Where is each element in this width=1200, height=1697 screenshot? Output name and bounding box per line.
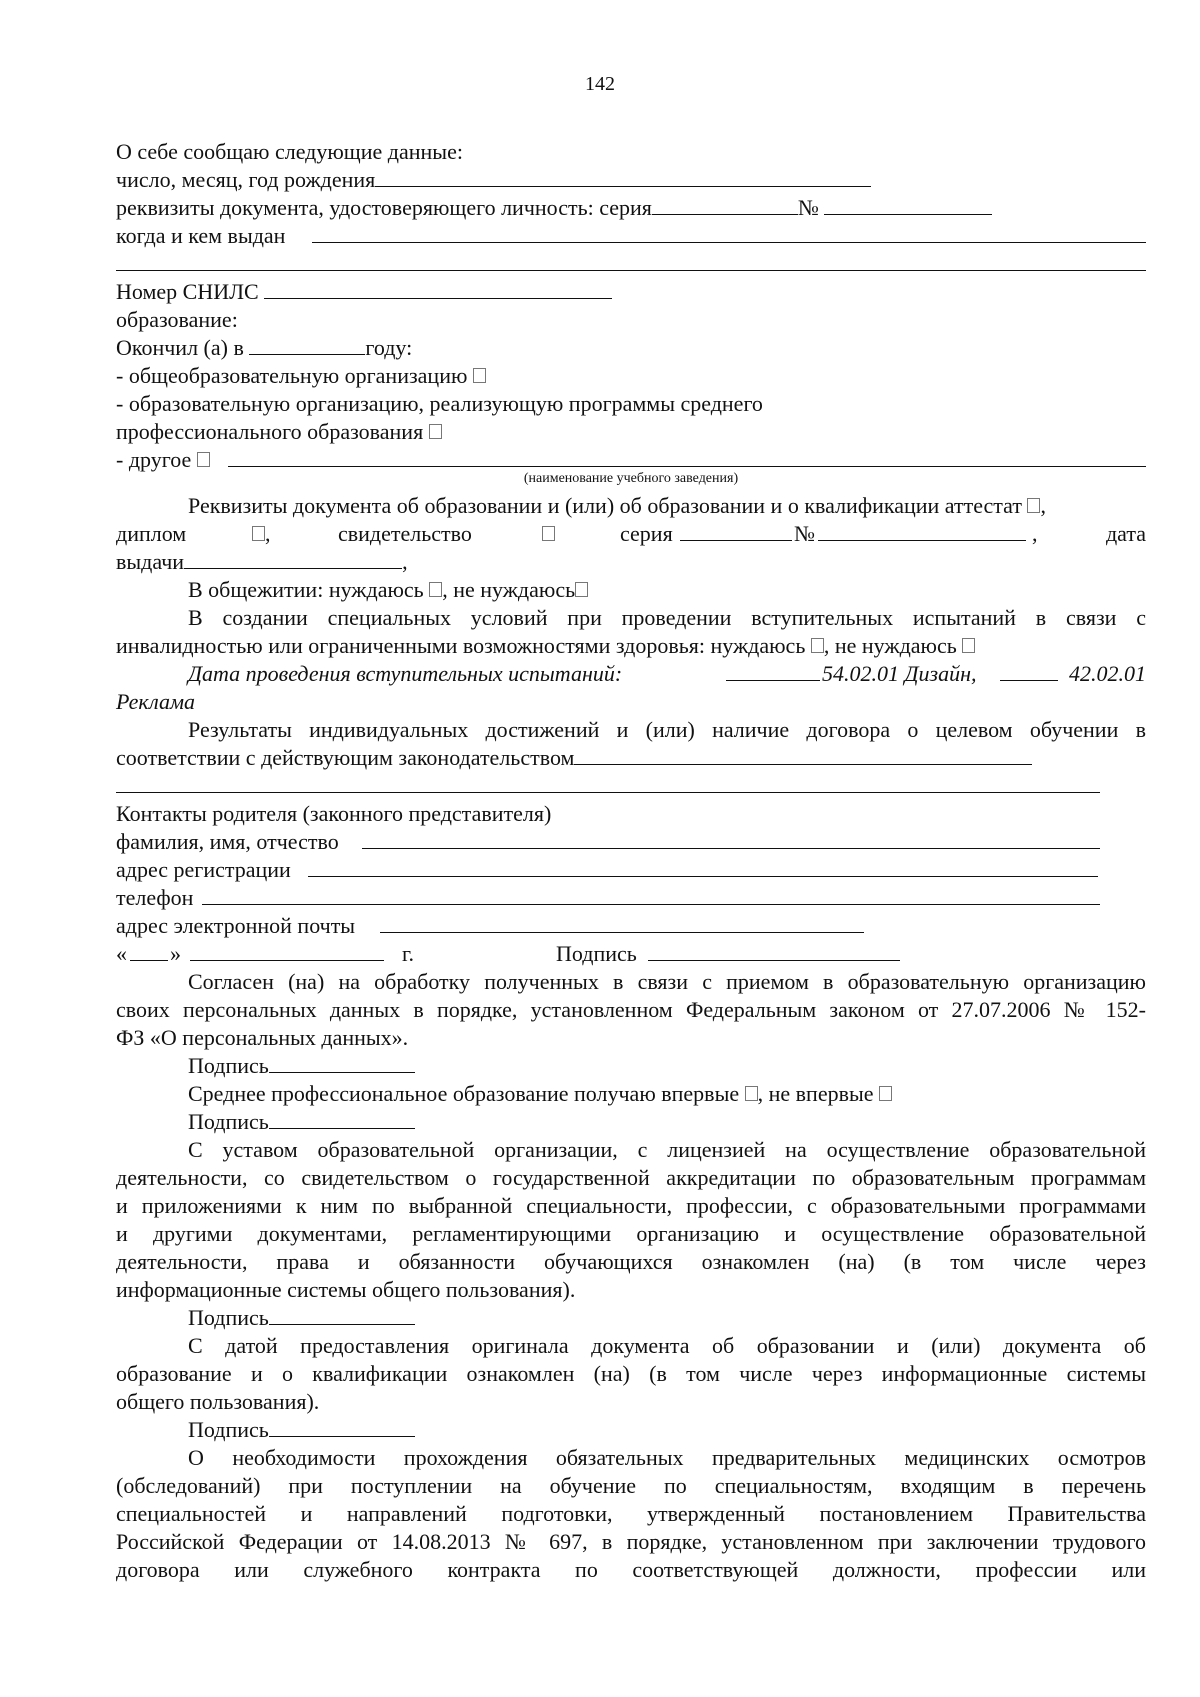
vocational-education-checkbox[interactable]: [429, 424, 442, 439]
dormitory-need-label: В общежитии: нуждаюсь: [188, 577, 424, 602]
other-education-checkbox[interactable]: [197, 452, 210, 467]
consent-row-3: [116, 1024, 1146, 1052]
charter-row-2: [116, 1164, 1146, 1192]
issue-date-field[interactable]: [184, 548, 402, 569]
exam-date-design-field[interactable]: [726, 680, 820, 681]
quote-open: «: [116, 941, 127, 966]
original-doc-text-2: образование и о квалификации ознакомлен (на) (в том числе через информационные системы: [116, 1361, 1146, 1386]
charter-text-1: С уставом образовательной организации, с лицензией на осуществление образовательной: [188, 1137, 1146, 1162]
other-education-row: [116, 446, 1146, 474]
vocational-education-row: [116, 390, 1146, 418]
id-series-label: реквизиты документа, удостоверяющего личность: серия: [116, 195, 652, 220]
parent-phone-row: [116, 884, 1146, 912]
parent-email-label: адрес электронной почты: [116, 913, 356, 938]
achievements-continuation-field[interactable]: [116, 792, 1100, 793]
charter-text-4: и другими документами, регламентирующими организацию и осуществление образовательной: [116, 1221, 1146, 1246]
edu-series-field[interactable]: [680, 540, 792, 541]
diploma-checkbox[interactable]: [252, 526, 265, 541]
first-time-signature-field[interactable]: [269, 1108, 415, 1129]
intro-line: [116, 138, 1146, 166]
exam-dates-label: Дата проведения вступительных испытаний:: [188, 661, 623, 686]
special-conditions-need-label: инвалидностью или ограниченными возможностями здоровья: нуждаюсь: [116, 633, 806, 658]
first-time-checkbox[interactable]: [745, 1086, 758, 1101]
parent-address-row: [116, 856, 1146, 884]
application-form: [116, 138, 1146, 1584]
edu-number-label: №: [794, 521, 815, 546]
original-doc-signature-row: [116, 1416, 1146, 1444]
date-signature-row: [116, 940, 1146, 968]
parent-name-field[interactable]: [362, 848, 1100, 849]
original-doc-row-3: [116, 1388, 1146, 1416]
edu-series-label: серия: [620, 521, 673, 546]
first-time-education-row: [116, 1080, 1146, 1108]
medical-row-3: [116, 1500, 1146, 1528]
other-education-field[interactable]: [228, 466, 1146, 467]
not-first-time-label: , не впервые: [757, 1081, 874, 1106]
first-time-signature-label: Подпись: [188, 1109, 269, 1134]
exam-design-label: 54.02.01 Дизайн,: [822, 661, 977, 686]
signature-label: Подпись: [556, 941, 637, 966]
original-doc-row: [116, 1332, 1146, 1360]
issue-date-label: дата: [1105, 521, 1146, 546]
graduation-year-row: [116, 334, 1146, 362]
first-time-label: Среднее профессиональное образование получаю впервые: [188, 1081, 740, 1106]
charter-signature-row: [116, 1304, 1146, 1332]
exam-date-advertising-field[interactable]: [1000, 680, 1058, 681]
parent-name-row: [116, 828, 1146, 856]
consent-text-3: ФЗ «О персональных данных».: [116, 1025, 409, 1050]
birth-date-label: число, месяц, год рождения: [116, 167, 376, 192]
dormitory-need-checkbox[interactable]: [429, 582, 442, 597]
achievements-label: соответствии с действующим законодательством: [116, 745, 575, 770]
not-first-time-checkbox[interactable]: [879, 1086, 892, 1101]
charter-row-4: [116, 1220, 1146, 1248]
original-doc-signature-field[interactable]: [269, 1416, 415, 1437]
medical-row-5: [116, 1556, 1146, 1584]
edu-doc-type-row: диплом , свидетельство серия № , дата: [116, 521, 1146, 546]
parent-email-field[interactable]: [380, 932, 864, 933]
medical-text-2: (обследований) при поступлении на обучение по специальностям, входящим в перечень: [116, 1473, 1146, 1498]
certificate-checkbox[interactable]: [542, 526, 555, 541]
issued-by-field[interactable]: [312, 242, 1146, 243]
month-year-field[interactable]: [190, 960, 384, 961]
consent-row-2: [116, 996, 1146, 1024]
parent-email-row: [116, 912, 1146, 940]
snils-row: [116, 278, 1146, 306]
vocational-education-label-2: профессионального образования: [116, 419, 424, 444]
medical-text-1: О необходимости прохождения обязательных предварительных медицинских осмотров: [188, 1445, 1146, 1470]
vocational-education-label: - образовательную организацию, реализующую программы среднего: [116, 391, 763, 416]
original-doc-row-2: [116, 1360, 1146, 1388]
charter-row-6: [116, 1276, 1146, 1304]
id-document-row: [116, 194, 1146, 222]
medical-text-5: договора или служебного контракта по соответствующей должности, профессии или: [116, 1557, 1146, 1582]
id-number-label: №: [797, 195, 819, 220]
certificate-label: свидетельство: [338, 521, 472, 546]
medical-text-4: Российской Федерации от 14.08.2013 № 697, в порядке, установленном при заключении трудового: [116, 1529, 1146, 1554]
dormitory-no-need-checkbox[interactable]: [575, 582, 588, 597]
medical-row-2: [116, 1472, 1146, 1500]
edu-number-field[interactable]: [818, 540, 1026, 541]
charter-row-3: [116, 1192, 1146, 1220]
medical-text-3: специальностей и направлений подготовки, утвержденный постановлением Правительства: [116, 1501, 1146, 1526]
parent-phone-label: телефон: [116, 885, 194, 910]
charter-text-6: информационные системы общего пользования).: [116, 1277, 576, 1302]
birth-date-row: [116, 166, 1146, 194]
other-education-label: - другое: [116, 447, 192, 472]
special-conditions-row: [116, 604, 1146, 632]
charter-row: [116, 1136, 1146, 1164]
diploma-label: диплом: [116, 521, 187, 546]
dormitory-no-need-label: , не нуждаюсь: [442, 577, 576, 602]
snils-label: Номер СНИЛС: [116, 279, 259, 304]
charter-text-2: деятельности, со свидетельством о государственной аккредитации по образовательным программам: [116, 1165, 1146, 1190]
consent-row: [116, 968, 1146, 996]
original-doc-text-3: общего пользования).: [116, 1389, 320, 1414]
signature-field[interactable]: [648, 960, 900, 961]
general-education-row: [116, 362, 1146, 390]
charter-signature-label: Подпись: [188, 1305, 269, 1330]
achievements-row-2: [116, 744, 1146, 772]
issued-by-continuation-row: [116, 250, 1146, 278]
issued-by-continuation-field[interactable]: [116, 270, 1146, 271]
medical-row-4: [116, 1528, 1146, 1556]
special-conditions-text: В создании специальных условий при проведении вступительных испытаний в связи с: [188, 605, 1146, 630]
consent-signature-field[interactable]: [269, 1052, 415, 1073]
education-heading-row: [116, 306, 1146, 334]
consent-signature-label: Подпись: [188, 1053, 269, 1078]
special-conditions-no-need-label: , не нуждаюсь: [823, 633, 957, 658]
exam-dates-row-2: [116, 688, 1146, 716]
year-label: году:: [365, 335, 413, 360]
consent-text-2: своих персональных данных в порядке, установленном Федеральным законом от 27.07.2006 № 152-: [116, 997, 1146, 1022]
dormitory-row: [116, 576, 1146, 604]
general-education-label: - общеобразовательную организацию: [116, 363, 468, 388]
institution-hint-row: [116, 471, 1146, 492]
parent-name-label: фамилия, имя, отчество: [116, 829, 339, 854]
day-field[interactable]: [130, 960, 168, 961]
charter-signature-field[interactable]: [269, 1304, 415, 1325]
graduation-year-field[interactable]: [249, 334, 365, 355]
consent-text-1: Согласен (на) на обработку полученных в связи с приемом в образовательную организацию: [188, 969, 1146, 994]
consent-signature-row: [116, 1052, 1146, 1080]
parent-address-field[interactable]: [308, 876, 1098, 877]
intro-text: О себе сообщаю следующие данные:: [116, 139, 463, 164]
charter-row-5: [116, 1248, 1146, 1276]
vocational-education-row-2: [116, 418, 1146, 446]
edu-doc-label: Реквизиты документа об образовании и (или) об образовании и о квалификации аттестат: [188, 493, 1022, 518]
birth-date-field[interactable]: [375, 166, 871, 187]
issued-by-row: [116, 222, 1146, 250]
page-number: 142: [585, 73, 615, 95]
special-conditions-row-2: [116, 632, 1146, 660]
quote-close: »: [170, 941, 181, 966]
exam-advertising-label: Реклама: [116, 689, 196, 714]
general-education-checkbox[interactable]: [473, 368, 486, 383]
parent-address-label: адрес регистрации: [116, 857, 291, 882]
parent-contacts-label: Контакты родителя (законного представителя): [116, 801, 552, 826]
issue-date-row: выдачи ,: [116, 549, 408, 574]
charter-text-5: деятельности, права и обязанности обучающихся ознакомлен (на) (в том числе через: [116, 1249, 1146, 1274]
achievements-field[interactable]: [574, 744, 1032, 765]
special-conditions-no-need-checkbox[interactable]: [962, 638, 975, 653]
edu-doc-row: Реквизиты документа об образовании и (или) об образовании и о квалификации аттестат ,: [188, 493, 1046, 518]
achievements-row: [116, 716, 1146, 744]
parent-phone-field[interactable]: [202, 904, 1100, 905]
achievements-continuation-row: [116, 772, 1146, 800]
parent-contacts-row: [116, 800, 1146, 828]
snils-field[interactable]: [264, 278, 612, 299]
medical-row: [116, 1444, 1146, 1472]
original-doc-text-1: С датой предоставления оригинала документа об образовании и (или) документа об: [188, 1333, 1146, 1358]
institution-name-hint: (наименование учебного заведения): [523, 471, 739, 486]
graduated-label: Окончил (а) в: [116, 335, 244, 360]
special-conditions-need-checkbox[interactable]: [811, 638, 824, 653]
year-suffix: г.: [402, 941, 415, 966]
education-label: образование:: [116, 307, 238, 332]
exam-dates-row: [116, 660, 1146, 688]
first-time-signature-row: [116, 1108, 1146, 1136]
original-doc-signature-label: Подпись: [188, 1417, 269, 1442]
issued-by-label: когда и кем выдан: [116, 223, 286, 248]
achievements-text: Результаты индивидуальных достижений и (или) наличие договора о целевом обучении в: [188, 717, 1146, 742]
id-number-field[interactable]: [824, 194, 992, 215]
certificate-attestat-checkbox[interactable]: [1027, 498, 1040, 513]
id-series-field[interactable]: [652, 194, 798, 215]
issue-date-label-2: выдачи: [116, 549, 185, 574]
exam-advertising-code: 42.02.01: [1069, 661, 1146, 686]
charter-text-3: и приложениями к ним по выбранной специальности, профессии, с образовательными программами: [116, 1193, 1146, 1218]
